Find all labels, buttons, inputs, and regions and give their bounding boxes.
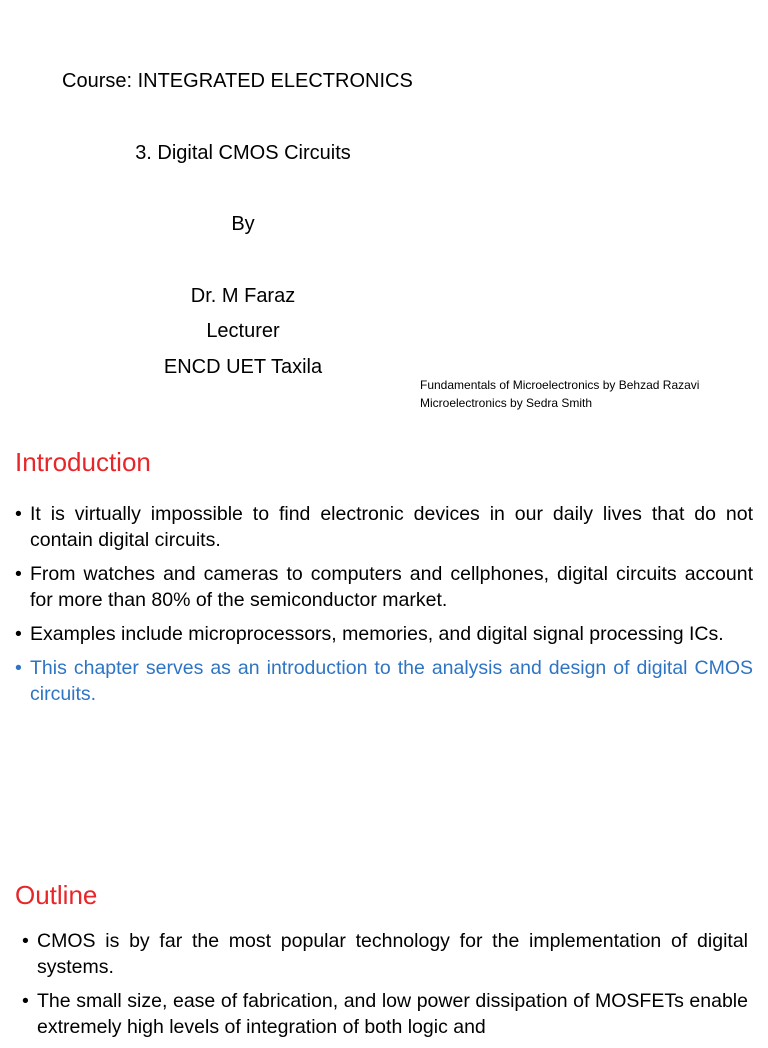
bullet-text: It is virtually impossible to find electronic devices in our daily lives that do not contain digital circuits. (30, 503, 753, 551)
introduction-slide (0, 430, 768, 860)
outline-heading: Outline (15, 880, 98, 910)
list-item (15, 501, 753, 553)
introduction-bullet-list (15, 501, 753, 715)
bullet-dot: • (22, 990, 29, 1012)
reference-item: Microelectronics by Sedra Smith (420, 396, 593, 410)
bullet-text: This chapter serves as an introduction to the analysis and design of digital CMOS circuits. (30, 657, 753, 705)
bullet-dot: • (15, 563, 22, 585)
course-title: Course: INTEGRATED ELECTRONICS (62, 70, 413, 92)
references (420, 376, 699, 412)
bullet-dot: • (15, 623, 22, 645)
bullet-text: CMOS is by far the most popular technology for the implementation of digital systems. (37, 930, 748, 978)
bullet-dot: • (15, 657, 22, 679)
author-position: Lecturer (206, 320, 280, 342)
bullet-text: From watches and cameras to computers and cellphones, digital circuits account for more than 80% of the semiconductor market. (30, 563, 753, 611)
bullet-dot: • (15, 503, 22, 525)
list-item (15, 621, 753, 647)
bullet-text: The small size, ease of fabrication, and low power dissipation of MOSFETs enable extremely high levels of integration of both logic and (37, 990, 748, 1038)
outline-bullet-list (22, 928, 748, 1048)
list-item (15, 655, 753, 707)
outline-slide (0, 860, 768, 1038)
introduction-heading: Introduction (15, 447, 151, 477)
list-item (15, 561, 753, 613)
title-slide (0, 0, 768, 430)
bullet-dot: • (22, 930, 29, 952)
by-label: By (231, 213, 255, 235)
author-name: Dr. M Faraz (190, 285, 296, 307)
reference-item: Fundamentals of Microelectronics by Behzad Razavi (420, 378, 700, 392)
author-affiliation: ENCD UET Taxila (163, 356, 323, 378)
bullet-text: Examples include microprocessors, memories, and digital signal processing ICs. (30, 623, 724, 645)
list-item (22, 928, 748, 980)
list-item (22, 988, 748, 1040)
chapter-title: 3. Digital CMOS Circuits (135, 142, 351, 164)
